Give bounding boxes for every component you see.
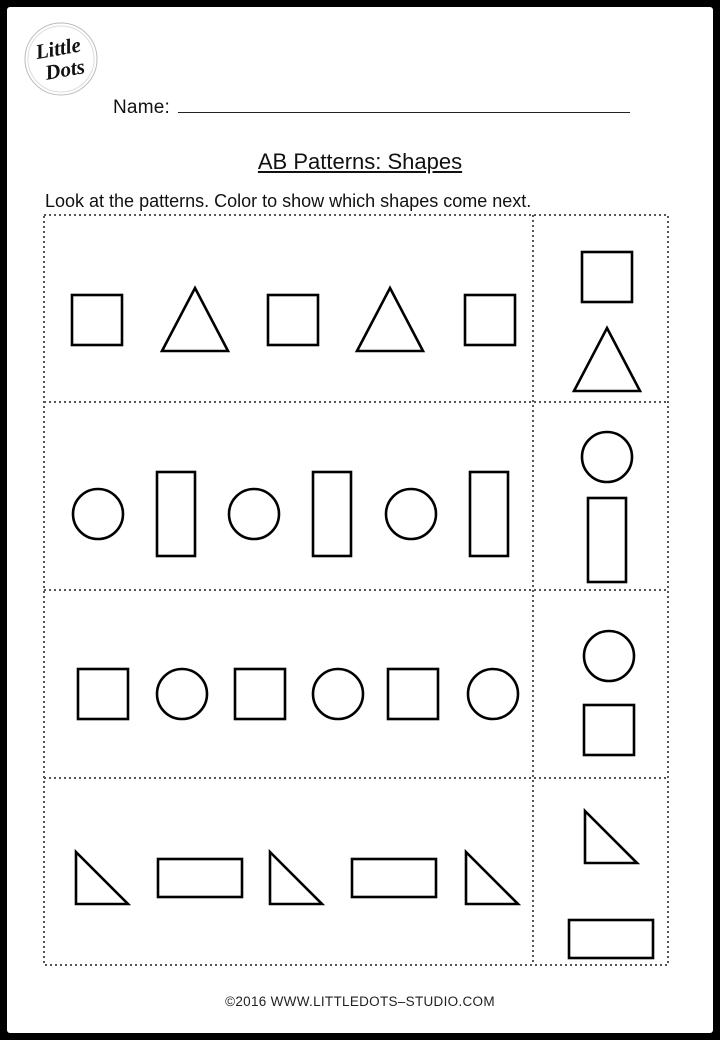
circle-shape	[313, 669, 363, 719]
circle-shape	[157, 669, 207, 719]
answer-options-3[interactable]	[584, 631, 634, 755]
answer-wide-rectangle-shape[interactable]	[569, 920, 653, 958]
triangle-shape	[162, 288, 228, 351]
square-shape	[465, 295, 515, 345]
square-shape	[235, 669, 285, 719]
right-triangle-shape	[466, 852, 518, 904]
wide-rectangle-shape	[158, 859, 242, 897]
circle-shape	[386, 489, 436, 539]
instructions: Look at the patterns. Color to show which shapes come next.	[45, 191, 532, 211]
tall-rectangle-shape	[313, 472, 351, 556]
pattern-row-2	[73, 472, 508, 556]
name-label: Name:	[113, 97, 170, 118]
square-shape	[268, 295, 318, 345]
tall-rectangle-shape	[157, 472, 195, 556]
pattern-grid	[43, 214, 669, 966]
circle-shape	[229, 489, 279, 539]
square-shape	[78, 669, 128, 719]
worksheet-title: AB Patterns: Shapes	[257, 149, 463, 174]
answer-options-4[interactable]	[569, 811, 653, 958]
triangle-shape	[357, 288, 423, 351]
footer-copyright: ©2016 WWW.LITTLEDOTS–STUDIO.COM	[225, 994, 495, 1009]
logo-line-2: Dots	[43, 54, 87, 85]
answer-options-1[interactable]	[574, 252, 640, 391]
square-shape	[72, 295, 122, 345]
circle-shape	[468, 669, 518, 719]
worksheet-page	[7, 7, 713, 1033]
little-dots-logo	[21, 19, 101, 99]
answer-circle-shape[interactable]	[584, 631, 634, 681]
circle-shape	[73, 489, 123, 539]
pattern-row-3	[78, 669, 518, 719]
answer-square-shape[interactable]	[584, 705, 634, 755]
answer-triangle-shape[interactable]	[574, 328, 640, 391]
answer-tall-rectangle-shape[interactable]	[588, 498, 626, 582]
answer-square-shape[interactable]	[582, 252, 632, 302]
name-blank[interactable]	[178, 98, 630, 113]
tall-rectangle-shape	[470, 472, 508, 556]
pattern-row-1	[72, 288, 515, 351]
wide-rectangle-shape	[352, 859, 436, 897]
answer-options-2[interactable]	[582, 432, 632, 582]
name-line	[113, 97, 630, 119]
right-triangle-shape	[270, 852, 322, 904]
logo-line-1: Little	[33, 32, 83, 65]
answer-circle-shape[interactable]	[582, 432, 632, 482]
pattern-row-4	[76, 852, 518, 904]
square-shape	[388, 669, 438, 719]
right-triangle-shape	[76, 852, 128, 904]
answer-right-triangle-shape[interactable]	[585, 811, 637, 863]
